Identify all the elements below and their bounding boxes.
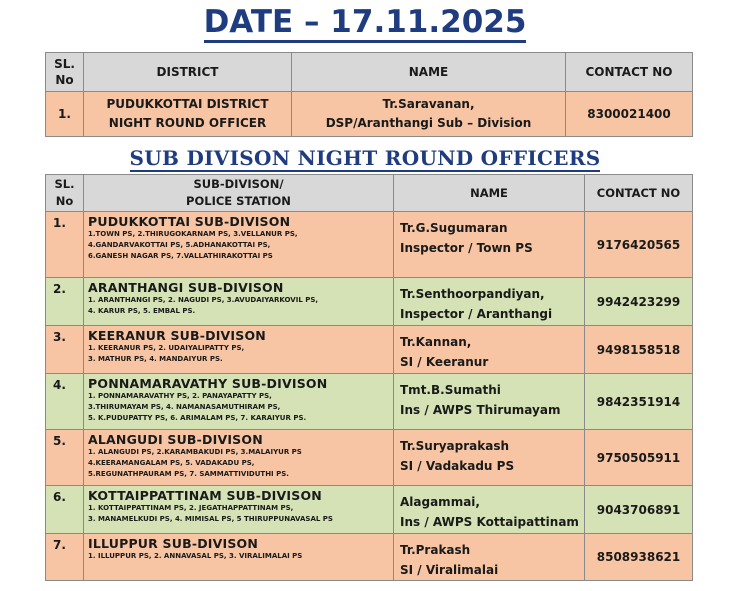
subdivision-cell <box>84 534 394 581</box>
subdivision-name: ILLUPPUR SUB-DIVISON <box>88 536 259 551</box>
header-name: NAME <box>394 175 585 212</box>
district-cell <box>84 92 292 137</box>
table-row <box>46 534 693 581</box>
contact-cell: 8300021400 <box>566 92 693 137</box>
officer-cell <box>394 374 585 430</box>
contact-cell: 8508938621 <box>585 534 693 581</box>
officer-designation: SI / Viralimalai <box>400 563 499 577</box>
police-station-line: 1.TOWN PS, 2.THIRUGOKARNAM PS, 3.VELLANUR PS, <box>88 230 298 238</box>
row-sl: 4. <box>46 374 84 430</box>
officer-cell <box>394 278 585 326</box>
subdivision-cell <box>84 212 394 278</box>
officer-cell <box>394 534 585 581</box>
officer-cell <box>394 430 585 486</box>
name-line-1: Tr.Saravanan, <box>382 97 475 111</box>
officer-name: Alagammai, <box>400 495 480 509</box>
officer-name: Tr.Suryaprakash <box>400 439 510 453</box>
subdivision-officers-table <box>45 174 693 581</box>
officer-designation: Ins / AWPS Kottaipattinam <box>400 515 579 529</box>
row-sl: 2. <box>46 278 84 326</box>
subdivision-name: KOTTAIPPATTINAM SUB-DIVISON <box>88 488 322 503</box>
table-row <box>46 278 693 326</box>
name-cell <box>292 92 566 137</box>
row-sl: 3. <box>46 326 84 374</box>
row-sl: 1. <box>46 92 84 137</box>
subdivision-cell <box>84 278 394 326</box>
contact-cell: 9498158518 <box>585 326 693 374</box>
header-name: NAME <box>292 53 566 92</box>
table-row <box>46 92 693 137</box>
header-sl-no: SL. No <box>46 53 84 92</box>
contact-cell: 9942423299 <box>585 278 693 326</box>
subdivision-cell <box>84 374 394 430</box>
subdivision-cell <box>84 430 394 486</box>
officer-designation: Ins / AWPS Thirumayam <box>400 403 561 417</box>
section-title-text: SUB DIVISON NIGHT ROUND OFFICERS <box>129 146 601 170</box>
contact-cell: 9750505911 <box>585 430 693 486</box>
officer-name: Tr.Prakash <box>400 543 471 557</box>
table-row <box>46 212 693 278</box>
row-sl: 1. <box>46 212 84 278</box>
contact-cell: 9842351914 <box>585 374 693 430</box>
row-sl: 5. <box>46 430 84 486</box>
contact-cell: 9043706891 <box>585 486 693 534</box>
subdivision-name: KEERANUR SUB-DIVISON <box>88 328 266 343</box>
police-station-line: 5. K.PUDUPATTY PS, 6. ARIMALAM PS, 7. KARAIYUR PS. <box>88 414 307 422</box>
subdivision-name: ARANTHANGI SUB-DIVISON <box>88 280 284 295</box>
date-title <box>0 4 730 40</box>
officer-name: Tr.Kannan, <box>400 335 472 349</box>
police-station-line: 4.GANDARVAKOTTAI PS, 5.ADHANAKOTTAI PS, <box>88 241 271 249</box>
table-header-row <box>46 175 693 212</box>
subdivision-name: PONNAMARAVATHY SUB-DIVISON <box>88 376 328 391</box>
police-station-line: 4.KEERAMANGALAM PS, 5. VADAKADU PS, <box>88 459 255 467</box>
police-station-line: 1. KOTTAIPPATTINAM PS, 2. JEGATHAPPATTINAM PS, <box>88 504 294 512</box>
table-row <box>46 326 693 374</box>
officer-name: Tr.G.Sugumaran <box>400 221 508 235</box>
district-line-1: PUDUKKOTTAI DISTRICT <box>106 97 269 111</box>
header-contact: CONTACT NO <box>566 53 693 92</box>
police-station-line: 5.REGUNATHPAURAM PS, 7. SAMMATTIVIDUTHI PS. <box>88 470 289 478</box>
police-station-line: 1. KEERANUR PS, 2. UDAIYALIPATTY PS, <box>88 344 245 352</box>
officer-cell <box>394 326 585 374</box>
police-station-line: 4. KARUR PS, 5. EMBAL PS. <box>88 307 196 315</box>
header-subdivision: SUB-DIVISON/ POLICE STATION <box>84 175 394 212</box>
officer-cell <box>394 486 585 534</box>
police-station-line: 1. PONNAMARAVATHY PS, 2. PANAYAPATTY PS, <box>88 392 272 400</box>
police-station-line: 1. ARANTHANGI PS, 2. NAGUDI PS, 3.AVUDAIYARKOVIL PS, <box>88 296 319 304</box>
district-officer-table <box>45 52 693 137</box>
date-title-text: DATE – 17.11.2025 <box>204 4 527 43</box>
officer-cell <box>394 212 585 278</box>
police-station-line: 3. MATHUR PS, 4. MANDAIYUR PS. <box>88 355 223 363</box>
police-station-line: 1. ALANGUDI PS, 2.KARAMBAKUDI PS, 3.MALAIYUR PS <box>88 448 302 456</box>
police-station-line: 6.GANESH NAGAR PS, 7.VALLATHIRAKOTTAI PS <box>88 252 273 260</box>
name-line-2: DSP/Aranthangi Sub – Division <box>325 116 532 130</box>
officer-designation: Inspector / Aranthangi <box>400 307 553 321</box>
table-row <box>46 374 693 430</box>
header-sl-no: SL. No <box>46 175 84 212</box>
subdivision-name: ALANGUDI SUB-DIVISON <box>88 432 263 447</box>
officer-name: Tr.Senthoorpandiyan, <box>400 287 545 301</box>
officer-designation: SI / Keeranur <box>400 355 489 369</box>
subdivision-cell <box>84 486 394 534</box>
table-row <box>46 486 693 534</box>
subdivision-cell <box>84 326 394 374</box>
officer-designation: SI / Vadakadu PS <box>400 459 515 473</box>
table-header-row <box>46 53 693 92</box>
section-title <box>0 146 730 171</box>
table-row <box>46 430 693 486</box>
header-district: DISTRICT <box>84 53 292 92</box>
district-line-2: NIGHT ROUND OFFICER <box>108 116 267 130</box>
contact-cell: 9176420565 <box>585 212 693 278</box>
subdivision-name: PUDUKKOTTAI SUB-DIVISON <box>88 214 291 229</box>
row-sl: 7. <box>46 534 84 581</box>
officer-name: Tmt.B.Sumathi <box>400 383 501 397</box>
police-station-line: 3. MANAMELKUDI PS, 4. MIMISAL PS, 5 THIRUPPUNAVASAL PS <box>88 515 333 523</box>
police-station-line: 3.THIRUMAYAM PS, 4. NAMANASAMUTHIRAM PS, <box>88 403 281 411</box>
row-sl: 6. <box>46 486 84 534</box>
police-station-line: 1. ILLUPPUR PS, 2. ANNAVASAL PS, 3. VIRALIMALAI PS <box>88 552 303 560</box>
header-contact: CONTACT NO <box>585 175 693 212</box>
officer-designation: Inspector / Town PS <box>400 241 533 255</box>
